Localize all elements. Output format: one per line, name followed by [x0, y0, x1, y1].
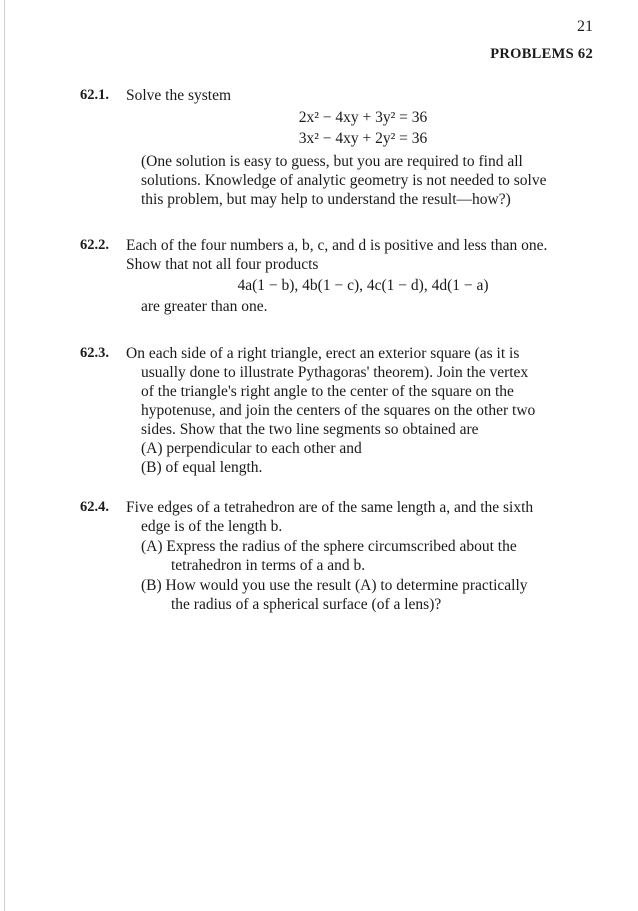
problem-number: 62.3.: [80, 345, 109, 361]
problem-line-5: sides. Show that the two line segments so obtained are: [141, 421, 479, 438]
problem-body: [126, 86, 600, 209]
problem-line-4: hypotenuse, and join the centers of the squares on the other two: [141, 402, 536, 419]
problem-62-2: [80, 236, 600, 316]
problem-line-2: edge is of the length b.: [141, 518, 283, 535]
part-a-first: (A) Express the radius of the sphere circumscribed about the: [141, 538, 517, 555]
problem-closing: are greater than one.: [141, 298, 268, 315]
problem-body: [126, 236, 600, 316]
note-line-2: solutions. Knowledge of analytic geometry is not needed to solve: [141, 172, 547, 189]
equation-1: 2x² − 4xy + 3y² = 36: [298, 109, 428, 126]
problem-number: 62.2.: [80, 237, 109, 253]
problem-line-2: Show that not all four products: [126, 256, 319, 273]
note-line-3: this problem, but may help to understand the result—how?): [141, 191, 511, 208]
part-b: (B) of equal length.: [141, 459, 263, 476]
problem-line-1: Five edges of a tetrahedron are of the same length a, and the sixth: [126, 499, 534, 516]
problem-number: 62.1.: [80, 87, 109, 103]
equation-2: 3x² − 4xy + 2y² = 36: [298, 130, 428, 147]
part-b-first: (B) How would you use the result (A) to determine practically: [141, 577, 528, 594]
products-expression: 4a(1 − b), 4b(1 − c), 4c(1 − d), 4d(1 − a): [237, 277, 489, 294]
problem-62-4: [80, 498, 600, 614]
running-head: PROBLEMS 62: [490, 46, 593, 62]
problem-line-2: usually done to illustrate Pythagoras' theorem). Join the vertex: [141, 364, 529, 381]
scan-margin-line: [4, 0, 5, 911]
part-a-second: tetrahedron in terms of a and b.: [171, 557, 366, 574]
problem-62-1: [80, 86, 600, 209]
problem-line-1: Each of the four numbers a, b, c, and d is positive and less than one.: [126, 237, 548, 254]
note-line-1: (One solution is easy to guess, but you are required to find all: [141, 153, 523, 170]
problem-body: [126, 498, 600, 614]
problem-line-3: of the triangle's right angle to the center of the square on the: [141, 383, 514, 400]
page-number: 21: [577, 18, 593, 35]
problem-number: 62.4.: [80, 499, 109, 515]
problem-lead: Solve the system: [126, 87, 232, 104]
problem-body: [126, 344, 600, 477]
part-b-second: the radius of a spherical surface (of a lens)?: [171, 596, 442, 613]
part-a: (A) perpendicular to each other and: [141, 440, 362, 457]
problem-62-3: [80, 344, 600, 477]
problem-line-1: On each side of a right triangle, erect an exterior square (as it is: [126, 345, 520, 362]
